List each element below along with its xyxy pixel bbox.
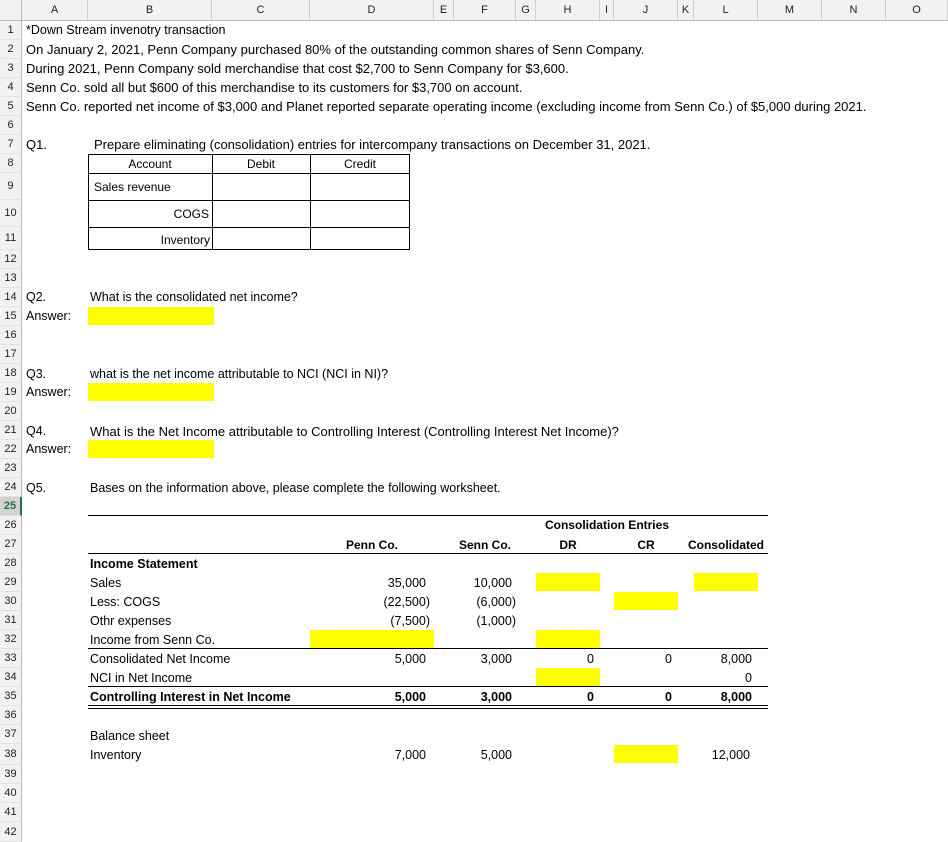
q3-text: what is the net income attributable to NCI (NCI in NI)? [90,367,389,381]
q1-row-sales-revenue: Sales revenue [94,180,171,194]
sales-consolidated-input[interactable] [694,573,758,591]
row-header[interactable]: 5 [0,97,22,116]
inventory-cr-input[interactable] [614,745,678,763]
row-header[interactable]: 9 [0,173,22,200]
row-header[interactable]: 11 [0,227,22,250]
q4-text: What is the Net Income attributable to Controlling Interest (Controlling Interest Net Income)? [90,424,619,439]
row-header[interactable]: 16 [0,326,22,345]
senn-cni: 3,000 [480,652,512,666]
column-header-f[interactable]: F [454,0,516,20]
q1-header-credit: Credit [343,157,376,171]
q1-header-account: Account [128,157,172,171]
q2-answer-label: Answer: [26,309,72,323]
intro-line-2: On January 2, 2021, Penn Company purchased 80% of the outstanding common shares of Senn Company. [26,42,645,57]
sales-label: Sales [90,576,122,590]
row-header[interactable]: 26 [0,516,22,535]
row-header[interactable]: 6 [0,116,22,135]
q2-label: Q2. [26,290,47,304]
column-header-i[interactable]: I [600,0,614,20]
column-header-n[interactable]: N [822,0,886,20]
double-underline [88,708,768,709]
q3-answer-input[interactable] [88,383,214,401]
senn-inventory: 5,000 [480,748,512,762]
q1-sales-credit-cell[interactable] [311,174,409,199]
nci-dr-input[interactable] [536,668,600,686]
col-penn-header: Penn Co. [345,538,398,552]
intro-line-4: Senn Co. sold all but $600 of this merchandise to its customers for $3,700 on account. [26,80,523,95]
q1-sales-debit-cell[interactable] [213,174,309,199]
col-consolidated-header: Consolidated [687,538,764,552]
row-header[interactable]: 28 [0,554,22,573]
row-header[interactable]: 39 [0,765,22,784]
q1-inventory-credit-cell[interactable] [311,228,409,249]
column-header-m[interactable]: M [758,0,822,20]
other-expenses-label: Othr expenses [90,614,172,628]
row-header[interactable]: 2 [0,40,22,59]
row-header[interactable]: 33 [0,649,22,668]
q1-label: Q1. [26,137,47,152]
income-from-senn-label: Income from Senn Co. [90,633,216,647]
dr-ci: 0 [587,690,594,704]
column-header-g[interactable]: G [516,0,536,20]
col-cr-header: CR [637,538,655,552]
senn-sales: 10,000 [473,576,512,590]
income-senn-penn-input[interactable] [310,630,434,648]
q1-cogs-debit-cell[interactable] [213,201,309,226]
senn-ci: 3,000 [480,690,512,704]
row-header[interactable]: 22 [0,440,22,459]
double-underline [88,705,768,706]
row-header[interactable]: 17 [0,345,22,364]
column-header-c[interactable]: C [212,0,310,20]
select-all-corner[interactable] [0,0,22,20]
penn-cogs: (22,500) [383,595,430,609]
q2-text: What is the consolidated net income? [90,290,298,304]
row-header[interactable]: 1 [0,21,22,40]
row-header[interactable]: 40 [0,784,22,803]
column-header-j[interactable]: J [614,0,678,20]
q4-answer-input[interactable] [88,440,214,458]
row-header[interactable]: 18 [0,364,22,383]
row-header[interactable]: 35 [0,687,22,706]
income-statement-heading: Income Statement [90,557,198,571]
q4-answer-label: Answer: [26,442,72,456]
intro-line-5: Senn Co. reported net income of $3,000 and Planet reported separate operating income (excluding income from Senn Co.) of $5,000 during 2021. [26,99,867,114]
column-header-k[interactable]: K [678,0,694,20]
q1-cogs-credit-cell[interactable] [311,201,409,226]
row-header[interactable]: 29 [0,573,22,592]
q3-label: Q3. [26,367,47,381]
q5-text: Bases on the information above, please complete the following worksheet. [90,481,501,495]
row-header[interactable]: 27 [0,535,22,554]
row-header-selected[interactable]: 25 [0,497,22,516]
worksheet-top-border [88,515,768,516]
cogs-label: Less: COGS [90,595,161,609]
penn-inventory: 7,000 [394,748,426,762]
row-header[interactable]: 37 [0,725,22,744]
row-header[interactable]: 30 [0,592,22,611]
q4-label: Q4. [26,424,47,438]
nci-label: NCI in Net Income [90,671,193,685]
consolidated-nci: 0 [745,671,752,685]
column-header-a[interactable]: A [22,0,88,20]
row-header[interactable]: 19 [0,383,22,402]
column-header-d[interactable]: D [310,0,434,20]
row-header[interactable]: 20 [0,402,22,421]
consolidated-inventory: 12,000 [711,748,750,762]
column-header-bar [0,0,948,21]
row-header[interactable]: 23 [0,459,22,478]
row-header[interactable]: 42 [0,822,22,842]
consolidated-ci: 8,000 [720,690,752,704]
cr-ci: 0 [665,690,672,704]
row-header[interactable]: 12 [0,250,22,269]
column-header-o[interactable]: O [886,0,948,20]
penn-sales: 35,000 [387,576,426,590]
inventory-label: Inventory [90,748,142,762]
senn-cogs: (6,000) [476,595,516,609]
row-header[interactable]: 13 [0,269,22,288]
column-header-l[interactable]: L [694,0,758,20]
row-header[interactable]: 41 [0,803,22,822]
row-header[interactable]: 31 [0,611,22,630]
penn-cni: 5,000 [394,652,426,666]
q1-row-cogs: COGS [173,207,209,221]
balance-sheet-heading: Balance sheet [90,729,170,743]
row-header[interactable]: 38 [0,744,22,765]
income-senn-dr-input[interactable] [536,630,600,648]
consolidated-cni: 8,000 [720,652,752,666]
header-underline [88,553,768,554]
intro-title: *Down Stream invenotry transaction [26,23,226,37]
q1-row-inventory: Inventory [160,233,210,247]
row-header[interactable]: 14 [0,288,22,307]
column-header-e[interactable]: E [434,0,454,20]
column-header-h[interactable]: H [536,0,600,20]
row-header[interactable]: 24 [0,478,22,497]
q5-label: Q5. [26,481,47,495]
row-header[interactable]: 32 [0,630,22,649]
q1-header-debit: Debit [246,157,275,171]
total-line [88,686,768,687]
row-header[interactable]: 15 [0,307,22,326]
row-header[interactable]: 7 [0,135,22,154]
cni-label: Consolidated Net Income [90,652,231,666]
sales-dr-input[interactable] [536,573,600,591]
row-header[interactable]: 34 [0,668,22,687]
ci-label: Controlling Interest in Net Income [90,690,291,704]
row-header[interactable]: 4 [0,78,22,97]
column-header-b[interactable]: B [88,0,212,20]
row-header[interactable]: 10 [0,200,22,227]
row-header[interactable]: 21 [0,421,22,440]
penn-ci: 5,000 [394,690,426,704]
senn-other-expenses: (1,000) [476,614,516,628]
row-header[interactable]: 36 [0,706,22,725]
q1-inventory-debit-cell[interactable] [213,228,309,249]
row-header[interactable]: 8 [0,154,22,173]
q1-text: Prepare eliminating (consolidation) entries for intercompany transactions on December 31, 2021. [94,137,651,152]
q2-answer-input[interactable] [88,307,214,325]
dr-cni: 0 [587,652,594,666]
q3-answer-label: Answer: [26,385,72,399]
cogs-cr-input[interactable] [614,592,678,610]
col-dr-header: DR [559,538,577,552]
subtotal-line [88,648,768,649]
col-senn-header: Senn Co. [458,538,511,552]
row-header[interactable]: 3 [0,59,22,78]
consolidation-entries-header: Consolidation Entries [544,518,669,532]
penn-other-expenses: (7,500) [390,614,430,628]
cr-cni: 0 [665,652,672,666]
intro-line-3: During 2021, Penn Company sold merchandise that cost $2,700 to Senn Company for $3,600. [26,61,569,76]
